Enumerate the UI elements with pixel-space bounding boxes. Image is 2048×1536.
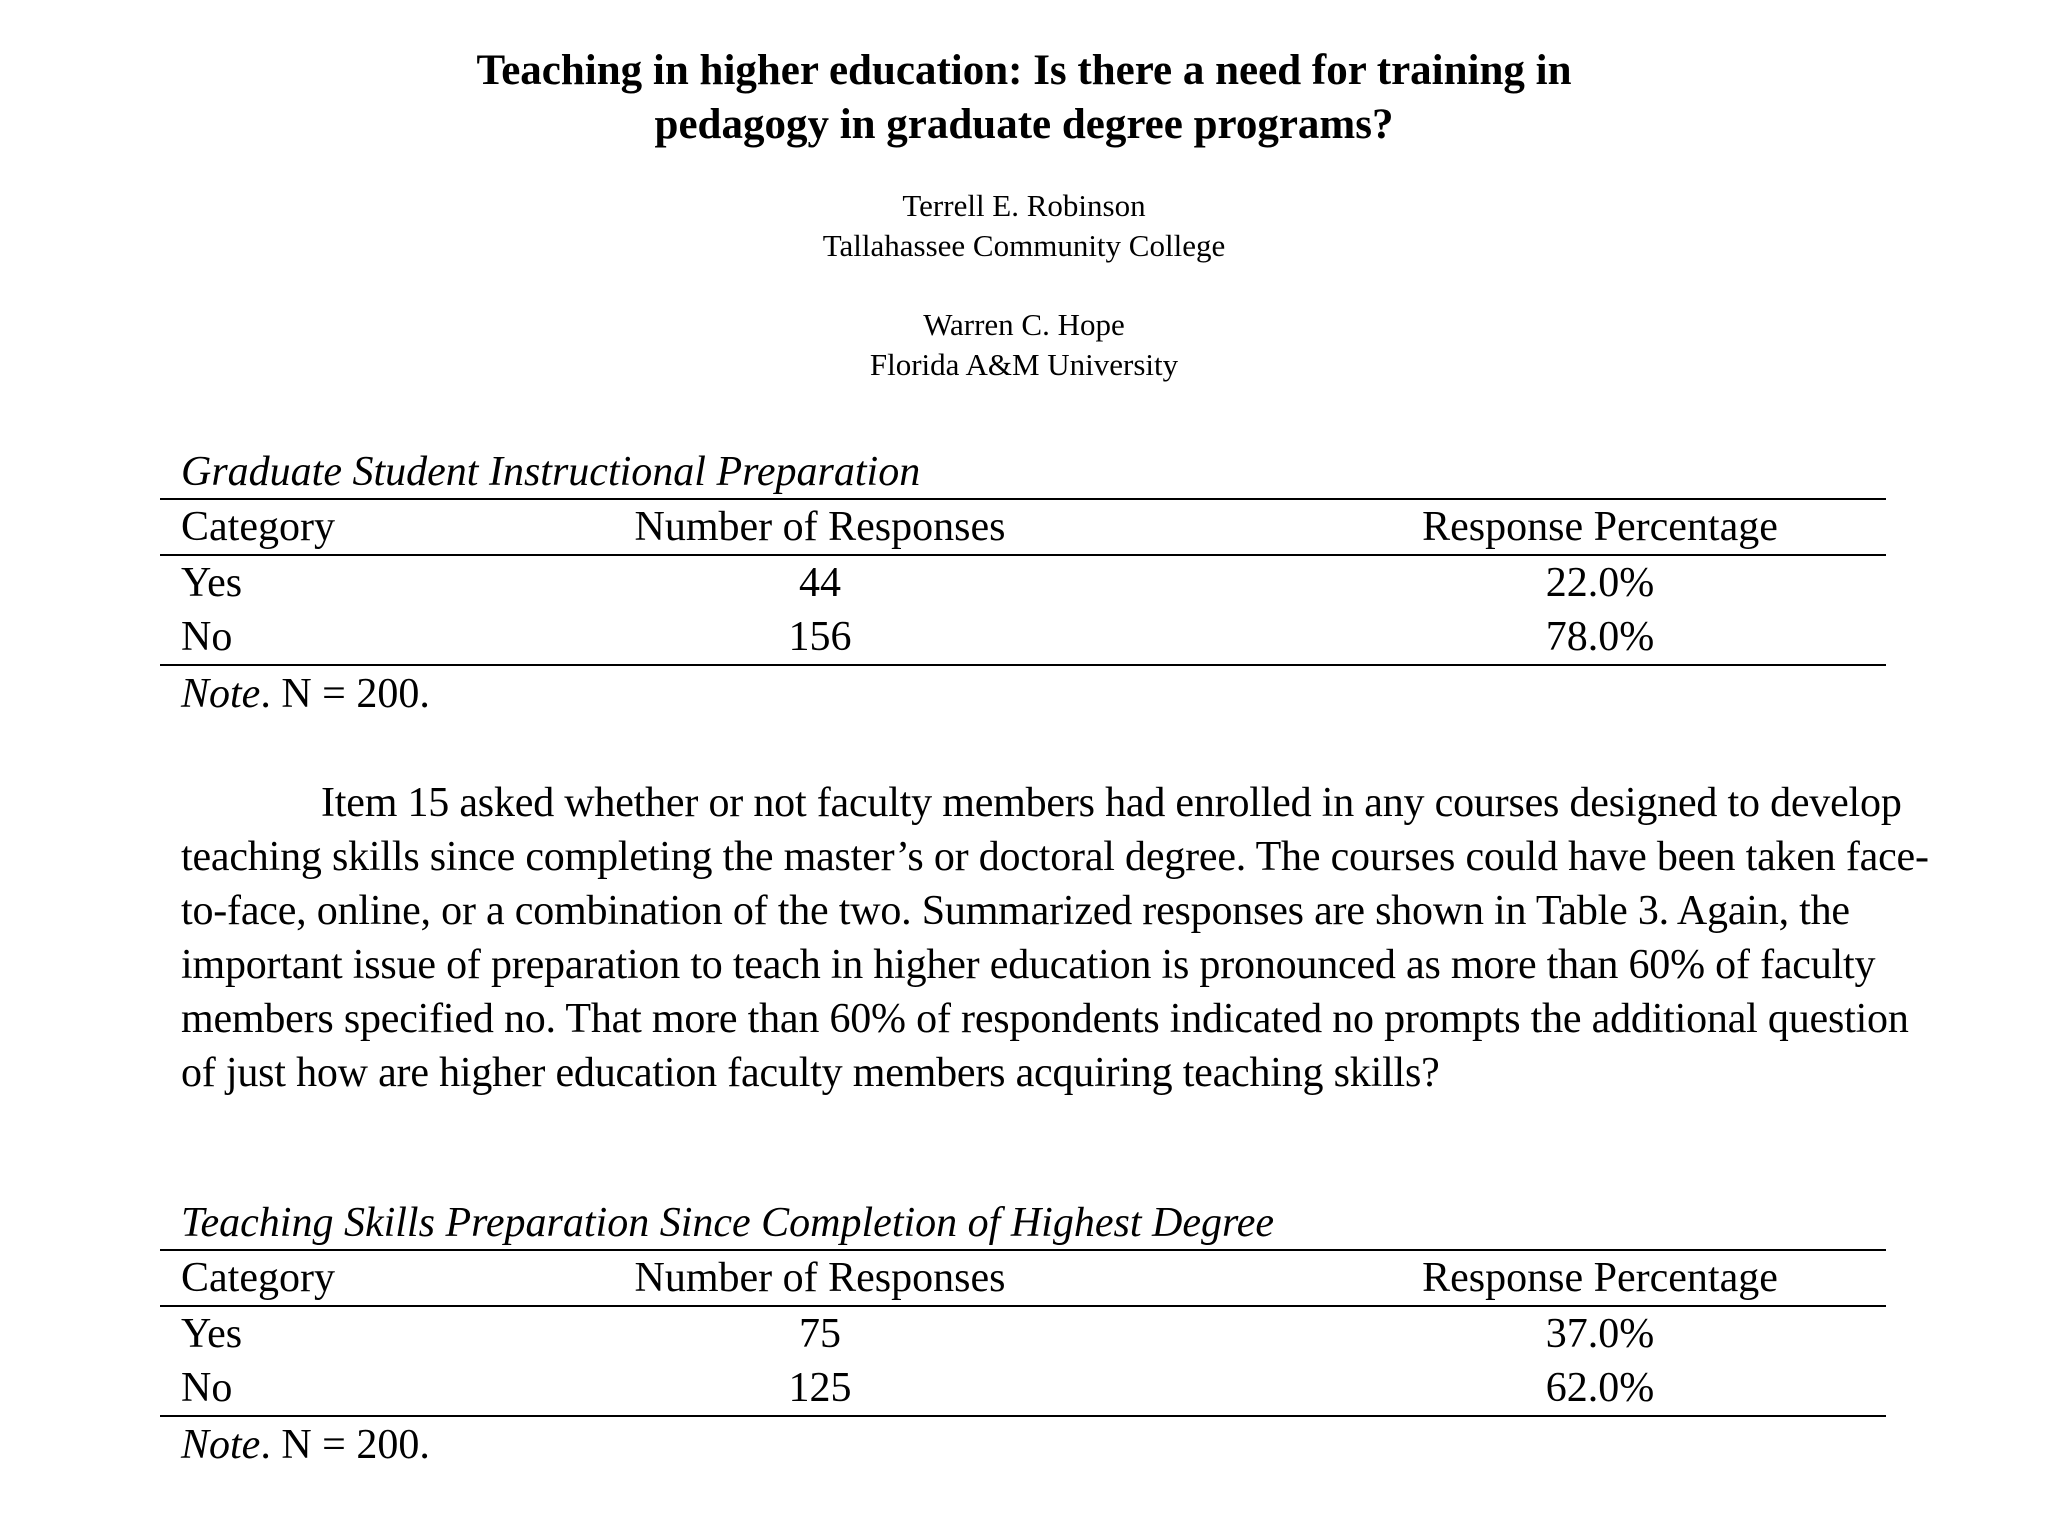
cell-percentage: 78.0% bbox=[1545, 614, 1655, 660]
paper-title-line-1: Teaching in higher education: Is there a need for training in bbox=[476, 47, 1572, 94]
header-response-percentage: Response Percentage bbox=[1422, 504, 1778, 550]
table-row bbox=[160, 1361, 1886, 1415]
cell-responses: 156 bbox=[788, 614, 852, 660]
cell-category: Yes bbox=[181, 560, 243, 606]
cell-category: Yes bbox=[181, 1311, 243, 1357]
cell-responses: 125 bbox=[788, 1365, 852, 1411]
table-row bbox=[160, 556, 1886, 610]
table-teaching-skills-preparation bbox=[160, 1197, 1886, 1473]
author-block-1 bbox=[0, 186, 2048, 266]
header-category: Category bbox=[181, 504, 335, 550]
table-header-row bbox=[160, 1251, 1886, 1305]
header-category: Category bbox=[181, 1255, 335, 1301]
table-row bbox=[160, 610, 1886, 664]
table-caption: Teaching Skills Preparation Since Completion of Highest Degree bbox=[181, 1200, 1275, 1246]
author-name: Terrell E. Robinson bbox=[902, 188, 1146, 223]
note-text: . N = 200. bbox=[260, 671, 430, 717]
cell-percentage: 62.0% bbox=[1545, 1365, 1655, 1411]
paper-title bbox=[0, 44, 2048, 152]
table-note bbox=[160, 666, 1886, 722]
table-graduate-instructional-preparation bbox=[160, 446, 1886, 722]
table-note bbox=[160, 1417, 1886, 1473]
cell-percentage: 22.0% bbox=[1545, 560, 1655, 606]
body-paragraph: Item 15 asked whether or not faculty members had enrolled in any courses designed to develop teaching skills since completing the master’s or doctoral degree. The courses could have been taken face-to-face, online, or a combination of the two. Summarized responses are shown in Table 3. Again, the important issue of preparation to teach in higher education is pronounced as more than 60% of faculty members specified no. That more than 60% of respondents indicated no prompts the additional question of just how are higher education faculty members acquiring teaching skills? bbox=[181, 780, 1929, 1096]
note-label: Note bbox=[181, 1422, 261, 1468]
cell-category: No bbox=[181, 614, 233, 660]
header-number-of-responses: Number of Responses bbox=[634, 504, 1006, 550]
author-affiliation: Tallahassee Community College bbox=[822, 228, 1226, 263]
header-number-of-responses: Number of Responses bbox=[634, 1255, 1006, 1301]
cell-responses: 44 bbox=[799, 560, 841, 606]
table-header-row bbox=[160, 500, 1886, 554]
note-text: . N = 200. bbox=[260, 1422, 430, 1468]
table-row bbox=[160, 1307, 1886, 1361]
paper-title-line-2: pedagogy in graduate degree programs? bbox=[654, 101, 1394, 148]
author-block-2 bbox=[0, 305, 2048, 385]
cell-percentage: 37.0% bbox=[1545, 1311, 1655, 1357]
cell-category: No bbox=[181, 1365, 233, 1411]
note-label: Note bbox=[181, 671, 261, 717]
header-response-percentage: Response Percentage bbox=[1422, 1255, 1778, 1301]
author-affiliation: Florida A&M University bbox=[869, 347, 1179, 382]
author-name: Warren C. Hope bbox=[923, 307, 1125, 342]
cell-responses: 75 bbox=[799, 1311, 841, 1357]
table-caption: Graduate Student Instructional Preparation bbox=[181, 449, 921, 495]
